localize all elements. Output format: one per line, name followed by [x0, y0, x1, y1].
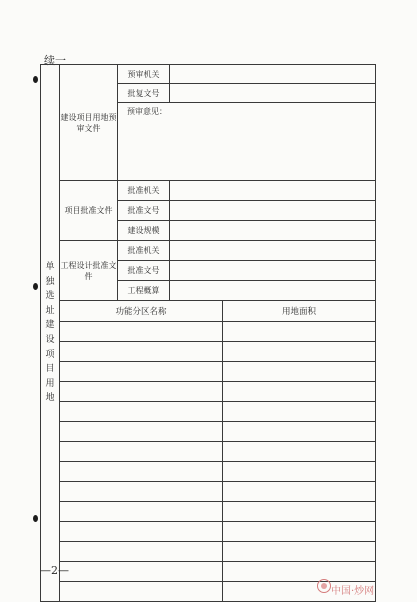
preliminary-opinion-field[interactable] [118, 103, 376, 181]
zone-name-cell[interactable] [60, 482, 223, 502]
zone-name-cell[interactable] [60, 342, 223, 362]
side-label-cell [41, 65, 60, 602]
land-area-cell[interactable] [223, 362, 376, 382]
zone-name-cell[interactable] [60, 522, 223, 542]
land-area-column-header: 用地面积 [223, 301, 376, 322]
zone-name-cell[interactable] [60, 502, 223, 522]
land-area-cell[interactable] [223, 462, 376, 482]
zone-name-cell[interactable] [60, 422, 223, 442]
design-approval-label: 工程设计批准文件 [60, 241, 118, 301]
design-approval-doc-number-label: 批准文号 [118, 261, 170, 281]
zone-name-cell[interactable] [60, 462, 223, 482]
preliminary-doc-number-field[interactable] [170, 84, 376, 103]
zone-name-cell[interactable] [60, 382, 223, 402]
zone-row [41, 342, 376, 362]
project-approval-scale-field[interactable] [170, 221, 376, 241]
land-area-cell[interactable] [223, 322, 376, 342]
preliminary-doc-label: 建设项目用地预审文件 [60, 65, 118, 181]
zone-row [41, 462, 376, 482]
land-area-cell[interactable] [223, 382, 376, 402]
land-area-cell[interactable] [223, 482, 376, 502]
land-area-cell[interactable] [223, 522, 376, 542]
design-approval-doc-number-field[interactable] [170, 261, 376, 281]
project-approval-authority-label: 批准机关 [118, 181, 170, 201]
zone-row [41, 362, 376, 382]
project-approval-authority-field[interactable] [170, 181, 376, 201]
zone-row [41, 522, 376, 542]
project-approval-doc-number-label: 批准文号 [118, 201, 170, 221]
zone-name-cell[interactable] [60, 582, 223, 602]
land-area-cell[interactable] [223, 422, 376, 442]
zone-row [41, 502, 376, 522]
page-number: —2— [40, 564, 69, 577]
design-approval-authority-field[interactable] [170, 241, 376, 261]
project-approval-label: 项目批准文件 [60, 181, 118, 241]
preliminary-opinion-label: 预审意见： [127, 107, 167, 116]
zone-row [41, 382, 376, 402]
land-area-cell[interactable] [223, 542, 376, 562]
zone-name-cell[interactable] [60, 362, 223, 382]
design-approval-budget-field[interactable] [170, 281, 376, 301]
land-area-cell[interactable] [223, 562, 376, 582]
zone-row [41, 422, 376, 442]
binding-hole [33, 515, 38, 522]
preliminary-authority-label: 预审机关 [118, 65, 170, 84]
watermark-logo-icon [317, 579, 331, 593]
zone-name-cell[interactable] [60, 542, 223, 562]
land-area-cell[interactable] [223, 502, 376, 522]
zone-row [41, 542, 376, 562]
binding-hole [33, 283, 38, 290]
project-approval-scale-label: 建设规模 [118, 221, 170, 241]
design-approval-authority-label: 批准机关 [118, 241, 170, 261]
zone-name-cell[interactable] [60, 442, 223, 462]
zone-name-column-header: 功能分区名称 [60, 301, 223, 322]
zone-name-cell[interactable] [60, 562, 223, 582]
land-area-cell[interactable] [223, 402, 376, 422]
design-approval-budget-label: 工程概算 [118, 281, 170, 301]
binding-hole [33, 76, 38, 83]
preliminary-doc-number-label: 批复文号 [118, 84, 170, 103]
zone-name-cell[interactable] [60, 322, 223, 342]
continuation-label: 续一 [44, 54, 66, 67]
land-area-cell[interactable] [223, 342, 376, 362]
zone-row [41, 482, 376, 502]
zone-name-cell[interactable] [60, 402, 223, 422]
preliminary-authority-field[interactable] [170, 65, 376, 84]
land-use-form-table [40, 64, 376, 602]
land-area-cell[interactable] [223, 442, 376, 462]
watermark-text: 中国·炒网 [331, 586, 375, 597]
zone-row [41, 322, 376, 342]
side-label: 单独选址建设项目用地 [45, 262, 55, 404]
zone-row [41, 442, 376, 462]
project-approval-doc-number-field[interactable] [170, 201, 376, 221]
zone-row [41, 402, 376, 422]
